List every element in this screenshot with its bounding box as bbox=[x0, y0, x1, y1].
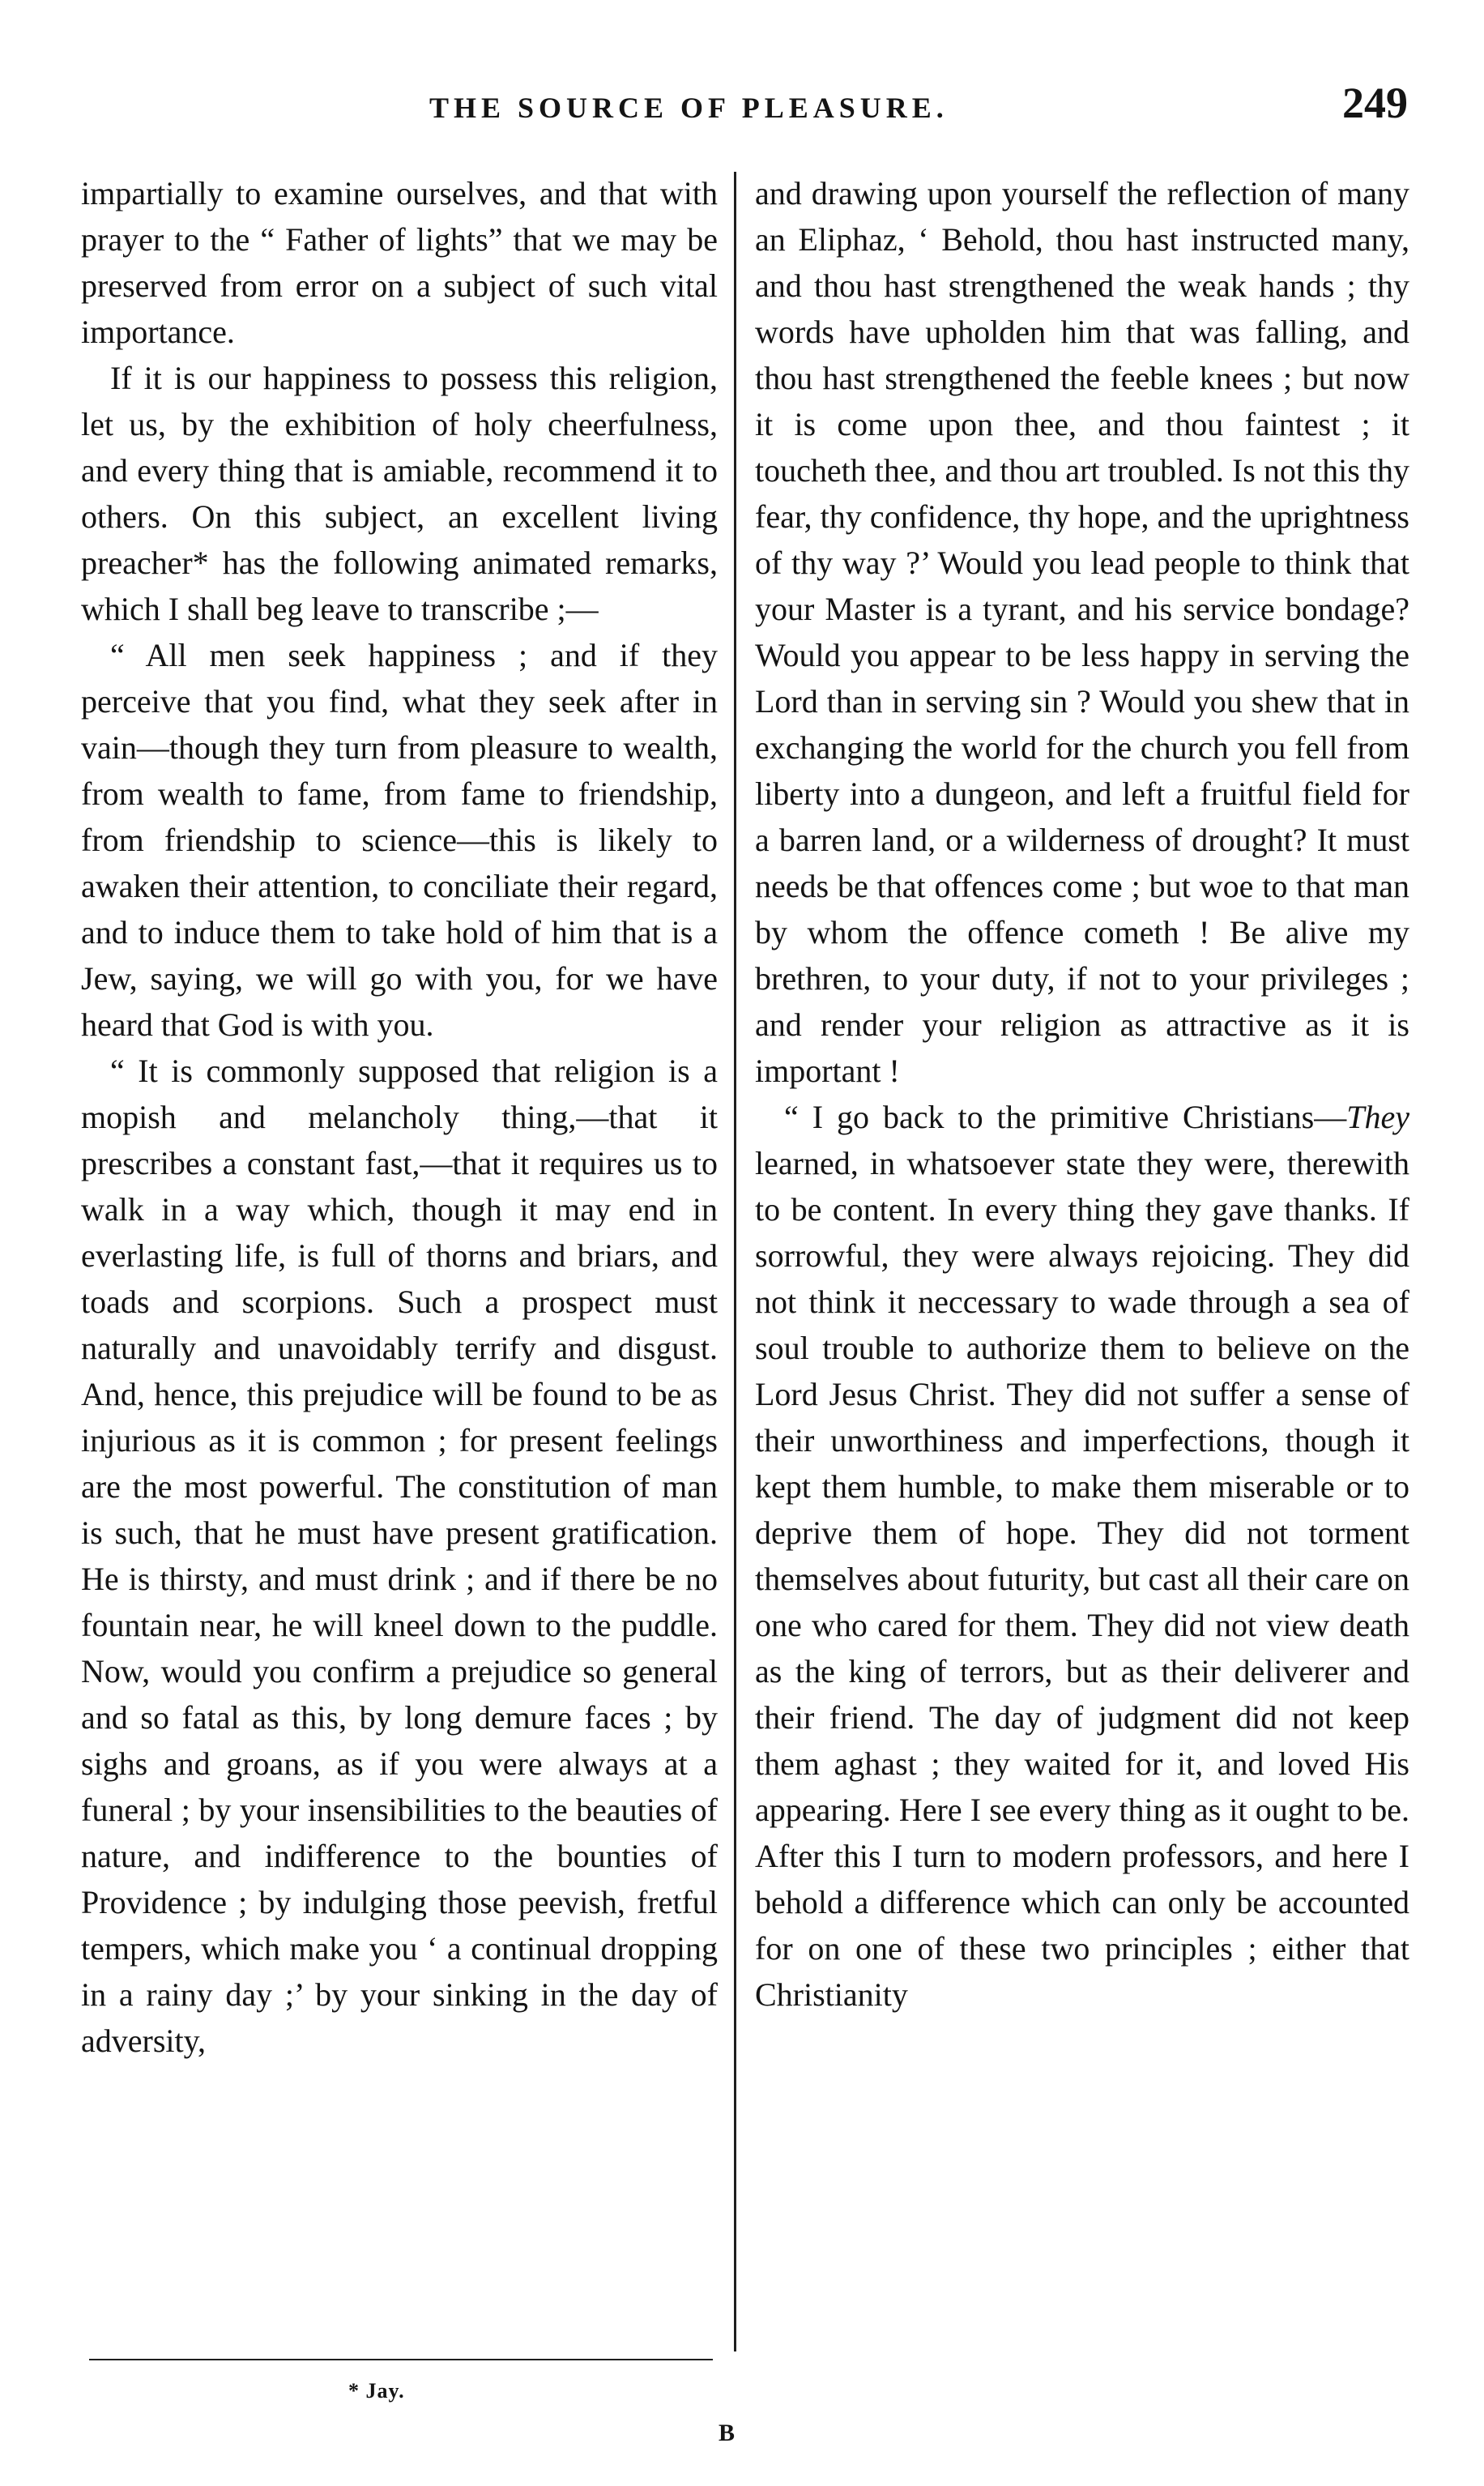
footnote-rule bbox=[89, 2359, 713, 2360]
page-number: 249 bbox=[1342, 79, 1408, 127]
paragraph: If it is our happiness to possess this religion, let us, by the exhibition of holy cheerfulness, and every thing that is amiable, recommend it to others. On this subject, an excellent living preacher* has the following animated remarks, which I shall beg leave to transcribe ;— bbox=[81, 360, 718, 627]
paragraph-text: learned, in whatsoever state they were, therewith to be content. In every thing they gave thanks. If sorrowful, they were always rejoicing. They did not think it neccessary to wade through a sea of soul trouble to authorize them to believe on the Lord Jesus Christ. They did not suffer a sense of their unworthiness and imperfections, though it kept them humble, to make them miserable or to deprive them of hope. They did not torment themselves about futurity, but cast all their care on one who cared for them. They did not view death as the king of terrors, but as their deliverer and their friend. The day of judgment did not keep them aghast ; they waited for it, and loved His appearing. Here I see every thing as it ought to be. After this I turn to modern professors, and here I behold a difference which can only be accounted for on one of these two principles ; either that Christianity bbox=[755, 1145, 1409, 2013]
paragraph-text: “ I go back to the primitive Christians— bbox=[784, 1099, 1347, 1135]
paragraph: and drawing upon yourself the reflection of many an Eliphaz, ‘ Behold, thou hast instructed many, and thou hast strengthened the weak hands ; thy words have upholden him that was falling, and thou hast strengthened the feeble knees ; but now it is come upon thee, and thou faintest ; it toucheth thee, and thou art troubled. Is not this thy fear, thy confidence, thy hope, and the uprightness of thy way ?’ Would you lead people to think that your Master is a tyrant, and his service bondage? Would you appear to be less happy in serving the Lord than in serving sin ? Would you shew that in exchanging the world for the church you fell from liberty into a dungeon, and left a fruitful field for a barren land, or a wilderness of drought? It must needs be that offences come ; but woe to that man by whom the offence cometh ! Be alive my brethren, to your duty, if not to your privileges ; and render your religion as attractive as it is important ! bbox=[755, 175, 1409, 1089]
paragraph bbox=[755, 1094, 1409, 2018]
footnote: * Jay. bbox=[348, 2379, 405, 2403]
paragraph: impartially to examine ourselves, and that with prayer to the “ Father of lights” that we may be preserved from error on a subject of such vital importance. bbox=[81, 175, 718, 350]
running-head: THE SOURCE OF PLEASURE. bbox=[429, 92, 949, 124]
right-column bbox=[755, 170, 1409, 2358]
left-column bbox=[81, 170, 718, 2358]
signature-mark: B bbox=[719, 2420, 736, 2446]
emphasis-text: They bbox=[1346, 1099, 1409, 1135]
column-divider bbox=[734, 172, 736, 2351]
page-header bbox=[81, 78, 1409, 143]
paragraph: “ It is commonly supposed that religion is a mopish and melancholy thing,—that it prescribes a constant fast,—that it requires us to walk in a way which, though it may end in everlasting life, is full of thorns and briars, and toads and scorpions. Such a prospect must naturally and unavoidably terrify and disgust. And, hence, this prejudice will be found to be as injurious as it is common ; for present feelings are the most powerful. The constitution of man is such, that he must have present gratification. He is thirsty, and must drink ; and if there be no fountain near, he will kneel down to the puddle. Now, would you confirm a prejudice so general and so fatal as this, by long demure faces ; by sighs and groans, as if you were always at a funeral ; by your insensibilities to the beauties of nature, and indifference to the bounties of Providence ; by indulging those peevish, fretful tempers, which make you ‘ a continual dropping in a rainy day ;’ by your sinking in the day of adversity, bbox=[81, 1053, 718, 2059]
paragraph: “ All men seek happiness ; and if they perceive that you find, what they seek after in vain—though they turn from pleasure to wealth, from wealth to fame, from fame to friendship, from friendship to science—this is likely to awaken their attention, to conciliate their regard, and to induce them to take hold of him that is a Jew, saying, we will go with you, for we have heard that God is with you. bbox=[81, 637, 718, 1043]
